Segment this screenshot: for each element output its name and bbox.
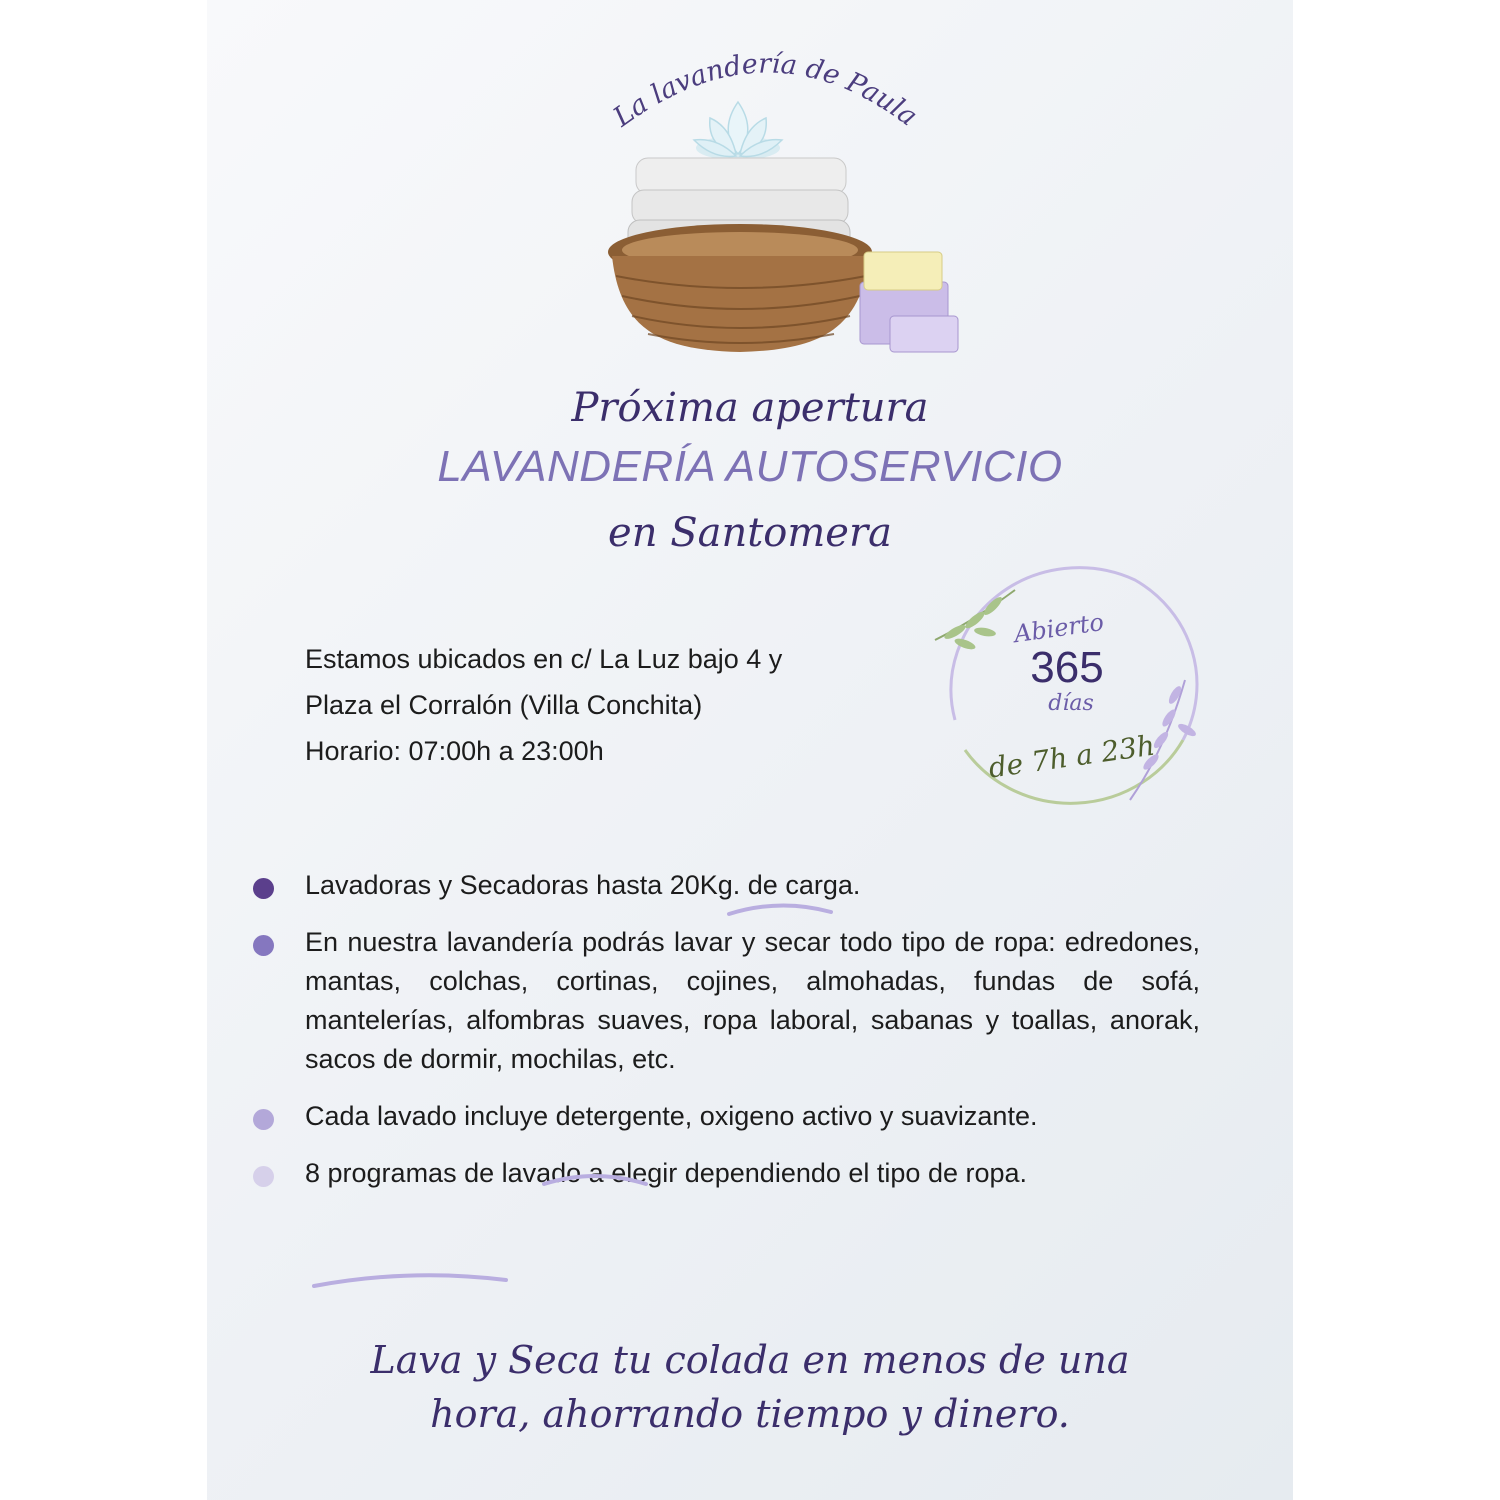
bullet-dot xyxy=(253,878,274,899)
headline-opening: Próxima apertura xyxy=(571,385,929,431)
underline-swash-3 xyxy=(310,1268,510,1290)
badge-days-label: días xyxy=(1048,691,1094,716)
open-365-days-badge xyxy=(925,560,1215,820)
badge-days-number: 365 xyxy=(1030,643,1104,692)
wicker-basket-icon xyxy=(608,224,872,352)
headline-business-type: LAVANDERÍA AUTOSERVICIO xyxy=(437,442,1063,491)
underline-swash-1 xyxy=(725,900,835,920)
badge-hours: de 7h a 23h xyxy=(986,728,1157,785)
list-item: En nuestra lavandería podrás lavar y secar todo tipo de ropa: edredones, mantas, colchas, cortinas, cojines, almohadas, fundas de sofá, mantelerías, alfombras suaves, ropa laboral, sabanas y toallas, anorak, sacos de dormir, mochilas, etc. xyxy=(250,923,1200,1079)
address-line-2: Plaza el Corralón (Villa Conchita) xyxy=(305,690,703,720)
opening-hours: Horario: 07:00h a 23:00h xyxy=(305,736,604,766)
badge-open-label: Abierto xyxy=(1012,607,1106,649)
laundry-basket-logo xyxy=(560,30,980,370)
tagline-line-1: Lava y Seca tu colada en menos de una xyxy=(370,1338,1130,1382)
list-item: Cada lavado incluye detergente, oxigeno activo y suavizante. xyxy=(250,1097,1200,1136)
bullet-dot xyxy=(253,935,274,956)
bullet-dot xyxy=(253,1166,274,1187)
address-line-1: Estamos ubicados en c/ La Luz bajo 4 y xyxy=(305,644,783,674)
address-block xyxy=(305,636,945,774)
leaf-branch-icon xyxy=(935,590,1015,652)
bullet-dot xyxy=(253,1109,274,1130)
list-item: Lavadoras y Secadoras hasta 20Kg. de carga. xyxy=(250,866,1200,905)
soap-bars-icon xyxy=(860,252,958,352)
headline-location: en Santomera xyxy=(608,510,892,556)
tagline-line-2: hora, ahorrando tiempo y dinero. xyxy=(430,1392,1070,1436)
brand-name: La lavandería de Paula xyxy=(607,48,924,134)
list-item: 8 programas de lavado a elegir dependiendo el tipo de ropa. xyxy=(250,1154,1200,1193)
underline-swash-2 xyxy=(540,1168,650,1190)
lotus-flower-icon xyxy=(694,102,782,160)
